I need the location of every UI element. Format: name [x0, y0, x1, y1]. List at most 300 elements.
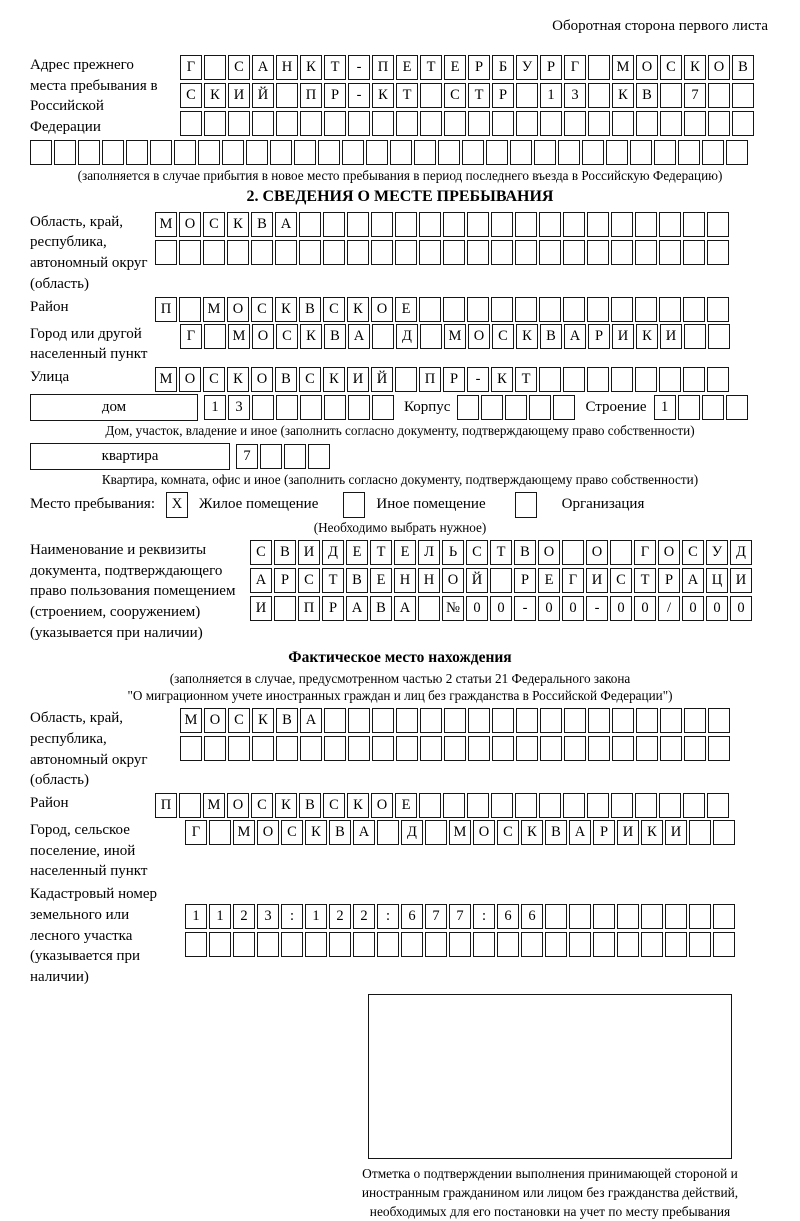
char-box[interactable]: М: [155, 367, 177, 392]
char-box[interactable]: [539, 240, 561, 265]
char-box[interactable]: [462, 140, 484, 165]
char-box[interactable]: А: [252, 55, 274, 80]
char-box[interactable]: М: [612, 55, 634, 80]
char-box[interactable]: О: [257, 820, 279, 845]
char-box[interactable]: В: [324, 324, 346, 349]
char-box[interactable]: П: [419, 367, 441, 392]
char-box[interactable]: Е: [444, 55, 466, 80]
char-box[interactable]: [126, 140, 148, 165]
char-box[interactable]: К: [204, 83, 226, 108]
char-box[interactable]: [593, 932, 615, 957]
char-box[interactable]: У: [516, 55, 538, 80]
char-box[interactable]: [323, 212, 345, 237]
char-box[interactable]: В: [732, 55, 754, 80]
char-box[interactable]: Е: [370, 568, 392, 593]
char-box[interactable]: [443, 297, 465, 322]
char-box[interactable]: [348, 708, 370, 733]
char-box[interactable]: [588, 111, 610, 136]
char-box[interactable]: [78, 140, 100, 165]
char-box[interactable]: [252, 395, 274, 420]
char-box[interactable]: [275, 240, 297, 265]
char-box[interactable]: [563, 297, 585, 322]
char-box[interactable]: [587, 793, 609, 818]
char-box[interactable]: К: [323, 367, 345, 392]
char-box[interactable]: [155, 240, 177, 265]
char-box[interactable]: [707, 367, 729, 392]
char-box[interactable]: С: [492, 324, 514, 349]
char-box[interactable]: А: [564, 324, 586, 349]
char-box[interactable]: [260, 444, 282, 469]
char-box[interactable]: [684, 708, 706, 733]
char-box[interactable]: К: [521, 820, 543, 845]
char-box[interactable]: 1: [654, 395, 676, 420]
char-box[interactable]: С: [298, 568, 320, 593]
char-box[interactable]: [708, 111, 730, 136]
char-box[interactable]: В: [299, 793, 321, 818]
char-box[interactable]: [641, 904, 663, 929]
char-box[interactable]: М: [203, 793, 225, 818]
char-box[interactable]: [593, 904, 615, 929]
char-box[interactable]: А: [300, 708, 322, 733]
char-box[interactable]: [491, 212, 513, 237]
char-box[interactable]: [521, 932, 543, 957]
char-box[interactable]: Т: [322, 568, 344, 593]
char-box[interactable]: [414, 140, 436, 165]
char-box[interactable]: [569, 932, 591, 957]
char-box[interactable]: 1: [185, 904, 207, 929]
char-box[interactable]: Р: [588, 324, 610, 349]
char-box[interactable]: Б: [492, 55, 514, 80]
char-box[interactable]: [569, 904, 591, 929]
char-box[interactable]: [396, 111, 418, 136]
char-box[interactable]: [708, 736, 730, 761]
char-box[interactable]: К: [227, 367, 249, 392]
char-box[interactable]: К: [684, 55, 706, 80]
char-box[interactable]: Г: [180, 324, 202, 349]
char-box[interactable]: [353, 932, 375, 957]
char-box[interactable]: [180, 736, 202, 761]
char-box[interactable]: А: [346, 596, 368, 621]
char-box[interactable]: Й: [252, 83, 274, 108]
char-box[interactable]: К: [636, 324, 658, 349]
char-box[interactable]: [228, 736, 250, 761]
char-box[interactable]: [270, 140, 292, 165]
char-box[interactable]: [617, 904, 639, 929]
char-box[interactable]: [444, 111, 466, 136]
char-box[interactable]: [660, 708, 682, 733]
char-box[interactable]: [611, 793, 633, 818]
char-box[interactable]: [683, 212, 705, 237]
char-box[interactable]: [467, 297, 489, 322]
char-box[interactable]: [276, 395, 298, 420]
char-box[interactable]: 3: [228, 395, 250, 420]
char-box[interactable]: М: [180, 708, 202, 733]
char-box[interactable]: [467, 212, 489, 237]
char-box[interactable]: [438, 140, 460, 165]
char-box[interactable]: [251, 240, 273, 265]
char-box[interactable]: [371, 212, 393, 237]
char-box[interactable]: [54, 140, 76, 165]
char-box[interactable]: [708, 708, 730, 733]
char-box[interactable]: К: [275, 793, 297, 818]
char-box[interactable]: [233, 932, 255, 957]
char-box[interactable]: [713, 904, 735, 929]
char-box[interactable]: [198, 140, 220, 165]
char-box[interactable]: [611, 240, 633, 265]
char-box[interactable]: [468, 736, 490, 761]
char-box[interactable]: О: [251, 367, 273, 392]
char-box[interactable]: 7: [684, 83, 706, 108]
char-box[interactable]: Н: [276, 55, 298, 80]
char-box[interactable]: [659, 793, 681, 818]
char-box[interactable]: [588, 708, 610, 733]
dom-field-box[interactable]: дом: [30, 394, 198, 421]
char-box[interactable]: В: [274, 540, 296, 565]
char-box[interactable]: К: [516, 324, 538, 349]
char-box[interactable]: Д: [396, 324, 418, 349]
char-box[interactable]: [707, 297, 729, 322]
checkbox-zhiloe-pomeshchenie[interactable]: X: [166, 492, 188, 518]
char-box[interactable]: [702, 395, 724, 420]
char-box[interactable]: [563, 212, 585, 237]
char-box[interactable]: [473, 932, 495, 957]
char-box[interactable]: [558, 140, 580, 165]
char-box[interactable]: :: [377, 904, 399, 929]
char-box[interactable]: [708, 83, 730, 108]
char-box[interactable]: [102, 140, 124, 165]
char-box[interactable]: [492, 708, 514, 733]
char-box[interactable]: О: [636, 55, 658, 80]
char-box[interactable]: 1: [209, 904, 231, 929]
char-box[interactable]: Г: [634, 540, 656, 565]
char-box[interactable]: [420, 736, 442, 761]
char-box[interactable]: О: [538, 540, 560, 565]
char-box[interactable]: [713, 820, 735, 845]
char-box[interactable]: 2: [353, 904, 375, 929]
char-box[interactable]: Р: [514, 568, 536, 593]
char-box[interactable]: [665, 904, 687, 929]
char-box[interactable]: И: [228, 83, 250, 108]
char-box[interactable]: [443, 212, 465, 237]
char-box[interactable]: [203, 240, 225, 265]
char-box[interactable]: 0: [706, 596, 728, 621]
char-box[interactable]: С: [444, 83, 466, 108]
char-box[interactable]: 7: [425, 904, 447, 929]
char-box[interactable]: 6: [521, 904, 543, 929]
char-box[interactable]: [553, 395, 575, 420]
char-box[interactable]: О: [179, 367, 201, 392]
char-box[interactable]: 1: [204, 395, 226, 420]
char-box[interactable]: [342, 140, 364, 165]
char-box[interactable]: [324, 111, 346, 136]
char-box[interactable]: К: [641, 820, 663, 845]
char-box[interactable]: [467, 793, 489, 818]
char-box[interactable]: [491, 240, 513, 265]
char-box[interactable]: [324, 395, 346, 420]
char-box[interactable]: [617, 932, 639, 957]
char-box[interactable]: [180, 111, 202, 136]
char-box[interactable]: И: [730, 568, 752, 593]
char-box[interactable]: О: [227, 297, 249, 322]
char-box[interactable]: [707, 212, 729, 237]
char-box[interactable]: 2: [233, 904, 255, 929]
char-box[interactable]: [563, 367, 585, 392]
char-box[interactable]: [515, 793, 537, 818]
char-box[interactable]: [732, 83, 754, 108]
char-box[interactable]: [395, 367, 417, 392]
char-box[interactable]: 6: [497, 904, 519, 929]
char-box[interactable]: [684, 736, 706, 761]
char-box[interactable]: [276, 83, 298, 108]
char-box[interactable]: [587, 212, 609, 237]
char-box[interactable]: [678, 140, 700, 165]
char-box[interactable]: К: [491, 367, 513, 392]
char-box[interactable]: [659, 212, 681, 237]
char-box[interactable]: [425, 932, 447, 957]
char-box[interactable]: Р: [443, 367, 465, 392]
char-box[interactable]: М: [203, 297, 225, 322]
char-box[interactable]: [684, 324, 706, 349]
char-box[interactable]: [545, 904, 567, 929]
char-box[interactable]: С: [323, 793, 345, 818]
char-box[interactable]: Й: [371, 367, 393, 392]
char-box[interactable]: Е: [395, 297, 417, 322]
char-box[interactable]: :: [281, 904, 303, 929]
char-box[interactable]: [324, 736, 346, 761]
char-box[interactable]: [612, 708, 634, 733]
char-box[interactable]: С: [660, 55, 682, 80]
char-box[interactable]: -: [348, 55, 370, 80]
char-box[interactable]: В: [299, 297, 321, 322]
char-box[interactable]: [630, 140, 652, 165]
char-box[interactable]: К: [347, 297, 369, 322]
char-box[interactable]: [209, 932, 231, 957]
char-box[interactable]: [492, 736, 514, 761]
char-box[interactable]: [490, 568, 512, 593]
char-box[interactable]: [564, 736, 586, 761]
char-box[interactable]: [683, 297, 705, 322]
char-box[interactable]: [659, 367, 681, 392]
char-box[interactable]: [660, 111, 682, 136]
char-box[interactable]: [659, 297, 681, 322]
char-box[interactable]: [534, 140, 556, 165]
char-box[interactable]: [497, 932, 519, 957]
char-box[interactable]: [468, 708, 490, 733]
char-box[interactable]: М: [228, 324, 250, 349]
char-box[interactable]: [702, 140, 724, 165]
char-box[interactable]: [457, 395, 479, 420]
char-box[interactable]: [305, 932, 327, 957]
char-box[interactable]: [612, 111, 634, 136]
char-box[interactable]: [420, 111, 442, 136]
char-box[interactable]: С: [466, 540, 488, 565]
char-box[interactable]: [636, 111, 658, 136]
char-box[interactable]: Р: [593, 820, 615, 845]
char-box[interactable]: [545, 932, 567, 957]
char-box[interactable]: [684, 111, 706, 136]
char-box[interactable]: Н: [418, 568, 440, 593]
char-box[interactable]: 0: [730, 596, 752, 621]
char-box[interactable]: [683, 367, 705, 392]
char-box[interactable]: [683, 793, 705, 818]
char-box[interactable]: [635, 793, 657, 818]
char-box[interactable]: С: [610, 568, 632, 593]
char-box[interactable]: Л: [418, 540, 440, 565]
char-box[interactable]: П: [372, 55, 394, 80]
char-box[interactable]: Т: [420, 55, 442, 80]
char-box[interactable]: [635, 240, 657, 265]
char-box[interactable]: [689, 820, 711, 845]
char-box[interactable]: Т: [515, 367, 537, 392]
char-box[interactable]: [516, 111, 538, 136]
char-box[interactable]: В: [329, 820, 351, 845]
char-box[interactable]: Е: [538, 568, 560, 593]
char-box[interactable]: [713, 932, 735, 957]
char-box[interactable]: [276, 736, 298, 761]
char-box[interactable]: [491, 793, 513, 818]
char-box[interactable]: [348, 111, 370, 136]
char-box[interactable]: В: [346, 568, 368, 593]
char-box[interactable]: К: [305, 820, 327, 845]
char-box[interactable]: [665, 932, 687, 957]
char-box[interactable]: Д: [401, 820, 423, 845]
char-box[interactable]: [505, 395, 527, 420]
char-box[interactable]: [366, 140, 388, 165]
char-box[interactable]: [204, 55, 226, 80]
char-box[interactable]: [276, 111, 298, 136]
char-box[interactable]: 0: [490, 596, 512, 621]
char-box[interactable]: [515, 240, 537, 265]
char-box[interactable]: М: [233, 820, 255, 845]
char-box[interactable]: [444, 708, 466, 733]
char-box[interactable]: [726, 140, 748, 165]
char-box[interactable]: [284, 444, 306, 469]
char-box[interactable]: И: [586, 568, 608, 593]
char-box[interactable]: :: [473, 904, 495, 929]
char-box[interactable]: [636, 708, 658, 733]
char-box[interactable]: Е: [346, 540, 368, 565]
checkbox-organizatsiya[interactable]: [515, 492, 537, 518]
char-box[interactable]: [492, 111, 514, 136]
char-box[interactable]: [281, 932, 303, 957]
char-box[interactable]: Д: [730, 540, 752, 565]
char-box[interactable]: [587, 297, 609, 322]
char-box[interactable]: [539, 793, 561, 818]
char-box[interactable]: О: [586, 540, 608, 565]
char-box[interactable]: С: [281, 820, 303, 845]
char-box[interactable]: [707, 240, 729, 265]
char-box[interactable]: С: [250, 540, 272, 565]
char-box[interactable]: К: [275, 297, 297, 322]
char-box[interactable]: Р: [540, 55, 562, 80]
char-box[interactable]: [516, 83, 538, 108]
char-box[interactable]: -: [586, 596, 608, 621]
char-box[interactable]: [150, 140, 172, 165]
char-box[interactable]: [689, 932, 711, 957]
char-box[interactable]: [587, 367, 609, 392]
char-box[interactable]: [606, 140, 628, 165]
char-box[interactable]: [540, 736, 562, 761]
char-box[interactable]: А: [569, 820, 591, 845]
char-box[interactable]: С: [251, 793, 273, 818]
char-box[interactable]: 3: [257, 904, 279, 929]
char-box[interactable]: О: [179, 212, 201, 237]
char-box[interactable]: [612, 736, 634, 761]
char-box[interactable]: В: [540, 324, 562, 349]
char-box[interactable]: [529, 395, 551, 420]
char-box[interactable]: Е: [394, 540, 416, 565]
char-box[interactable]: [660, 736, 682, 761]
char-box[interactable]: Д: [322, 540, 344, 565]
char-box[interactable]: Т: [370, 540, 392, 565]
char-box[interactable]: [420, 83, 442, 108]
char-box[interactable]: О: [442, 568, 464, 593]
char-box[interactable]: [516, 736, 538, 761]
char-box[interactable]: [348, 736, 370, 761]
char-box[interactable]: М: [449, 820, 471, 845]
char-box[interactable]: А: [275, 212, 297, 237]
char-box[interactable]: [30, 140, 52, 165]
char-box[interactable]: [443, 240, 465, 265]
char-box[interactable]: [299, 240, 321, 265]
char-box[interactable]: [372, 324, 394, 349]
char-box[interactable]: М: [444, 324, 466, 349]
char-box[interactable]: [204, 111, 226, 136]
char-box[interactable]: Т: [396, 83, 418, 108]
char-box[interactable]: Т: [634, 568, 656, 593]
char-box[interactable]: [539, 367, 561, 392]
char-box[interactable]: О: [708, 55, 730, 80]
char-box[interactable]: -: [348, 83, 370, 108]
char-box[interactable]: И: [250, 596, 272, 621]
char-box[interactable]: К: [227, 212, 249, 237]
char-box[interactable]: К: [252, 708, 274, 733]
char-box[interactable]: [726, 395, 748, 420]
char-box[interactable]: [401, 932, 423, 957]
char-box[interactable]: И: [660, 324, 682, 349]
char-box[interactable]: У: [706, 540, 728, 565]
char-box[interactable]: П: [155, 793, 177, 818]
char-box[interactable]: П: [300, 83, 322, 108]
checkbox-inoe-pomeshchenie[interactable]: [343, 492, 365, 518]
char-box[interactable]: С: [203, 212, 225, 237]
char-box[interactable]: [252, 111, 274, 136]
char-box[interactable]: [449, 932, 471, 957]
char-box[interactable]: 7: [236, 444, 258, 469]
char-box[interactable]: [179, 793, 201, 818]
char-box[interactable]: [635, 212, 657, 237]
char-box[interactable]: О: [252, 324, 274, 349]
char-box[interactable]: О: [473, 820, 495, 845]
char-box[interactable]: [732, 111, 754, 136]
char-box[interactable]: [610, 540, 632, 565]
kvartira-field-box[interactable]: квартира: [30, 443, 230, 470]
char-box[interactable]: С: [228, 55, 250, 80]
char-box[interactable]: [587, 240, 609, 265]
char-box[interactable]: 0: [562, 596, 584, 621]
char-box[interactable]: [246, 140, 268, 165]
char-box[interactable]: О: [371, 297, 393, 322]
char-box[interactable]: В: [276, 708, 298, 733]
char-box[interactable]: Е: [396, 55, 418, 80]
char-box[interactable]: №: [442, 596, 464, 621]
char-box[interactable]: [395, 240, 417, 265]
char-box[interactable]: А: [348, 324, 370, 349]
char-box[interactable]: [300, 111, 322, 136]
char-box[interactable]: Г: [180, 55, 202, 80]
char-box[interactable]: [481, 395, 503, 420]
char-box[interactable]: [611, 212, 633, 237]
